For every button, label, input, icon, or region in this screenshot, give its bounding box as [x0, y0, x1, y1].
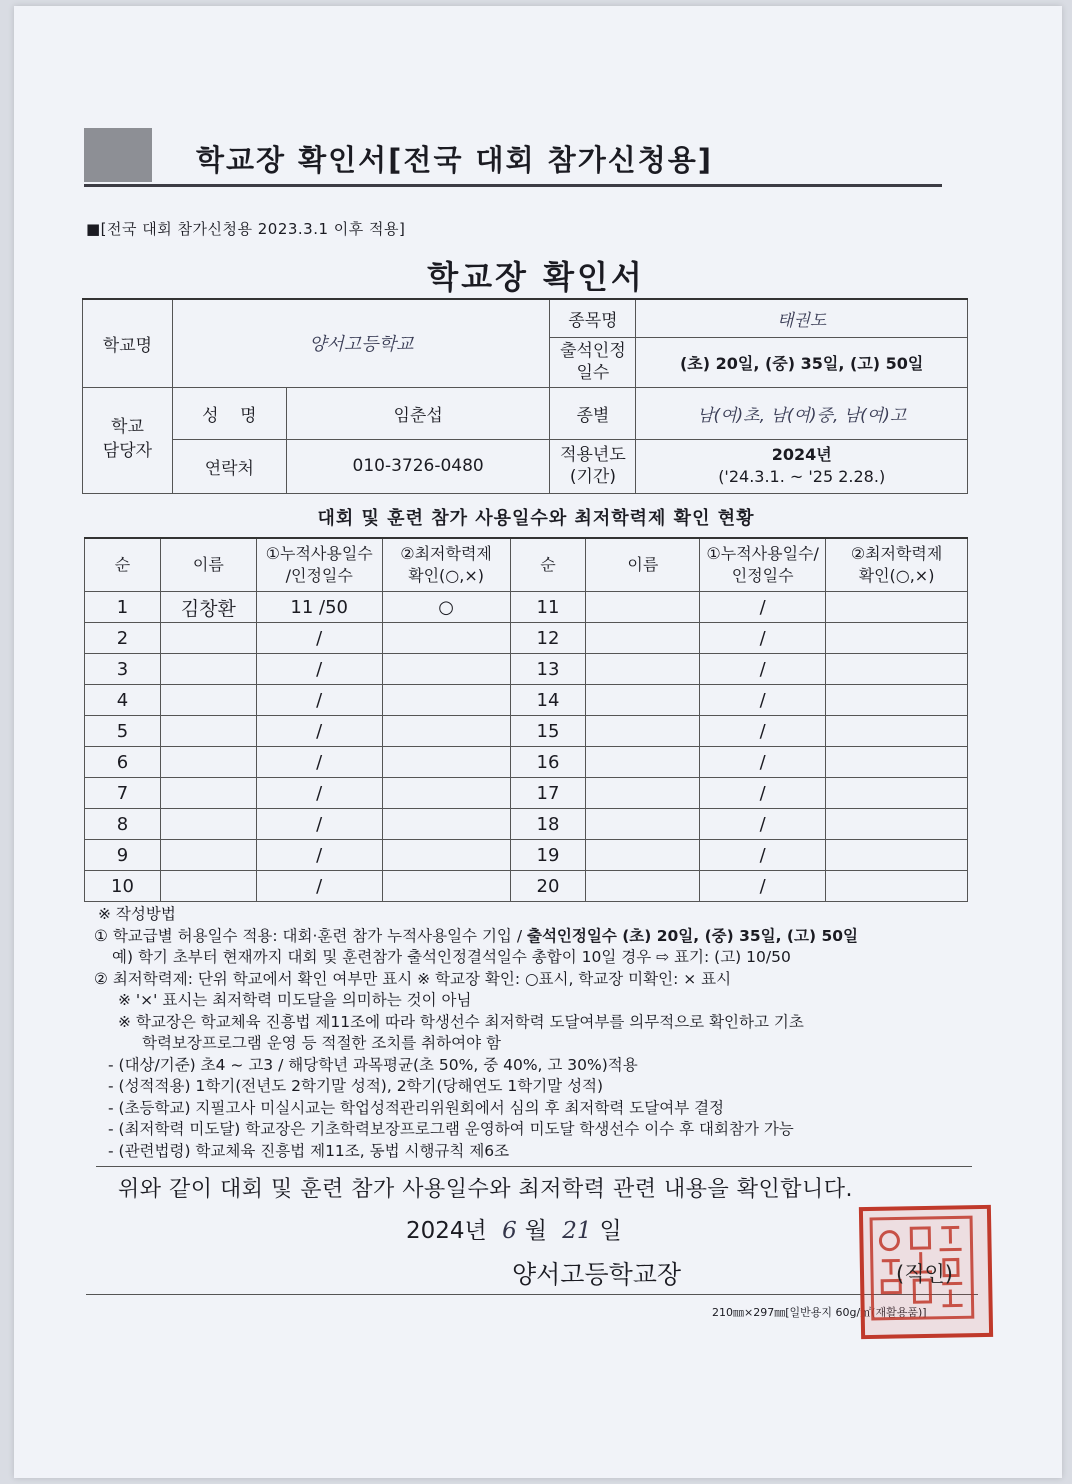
- note-1: [94, 926, 974, 948]
- row-name-right: [586, 778, 700, 809]
- row-check-right: [826, 623, 968, 654]
- row-no-right: 20: [510, 871, 586, 902]
- row-days-right: /: [700, 840, 826, 871]
- row-days: /: [256, 747, 382, 778]
- row-days: /: [256, 716, 382, 747]
- attendance-value: (초) 20일, (중) 35일, (고) 50일: [636, 337, 968, 387]
- row-check: ○: [382, 592, 510, 623]
- row-name: [160, 840, 256, 871]
- row-check: [382, 809, 510, 840]
- row-name: [160, 623, 256, 654]
- detail-4: - (최저학력 미도달) 학교장은 기초학력보장프로그램 운영하여 미도달 학생선수 이수 후 대회참가 가능: [108, 1120, 794, 1138]
- footer-line: [86, 1294, 978, 1295]
- row-no-right: 15: [510, 716, 586, 747]
- row-check-right: [826, 654, 968, 685]
- row-name: [160, 716, 256, 747]
- row-name-right: [586, 685, 700, 716]
- row-name-right: [586, 840, 700, 871]
- row-no: 7: [85, 778, 161, 809]
- col-header-check-right: ②최저학력제 확인(○,×): [826, 538, 968, 592]
- row-days: /: [256, 654, 382, 685]
- attendance-label: 출석인정 일수: [550, 337, 636, 387]
- row-days: 11 /50: [256, 592, 382, 623]
- row-no: 4: [85, 685, 161, 716]
- col-header-no-right: 순: [510, 538, 586, 592]
- date-month: 6: [502, 1218, 517, 1244]
- row-check: [382, 623, 510, 654]
- header-title: 학교장 확인서[전국 대회 참가신청용]: [196, 143, 714, 177]
- row-name: [160, 871, 256, 902]
- row-days-right: /: [700, 685, 826, 716]
- row-check: [382, 871, 510, 902]
- row-no: 2: [85, 623, 161, 654]
- row-days-right: /: [700, 747, 826, 778]
- note-2b: ※ 학교장은 학교체육 진흥법 제11조에 따라 학생선수 최저학력 도달여부를 의무적으로 확인하고 기초: [118, 1012, 804, 1031]
- contact-label: 연락처: [172, 439, 286, 493]
- school-value: 양서고등학교: [172, 299, 550, 387]
- row-no-right: 16: [510, 747, 586, 778]
- col-header-days: ①누적사용일수 /인정일수: [256, 538, 382, 592]
- row-check-right: [826, 778, 968, 809]
- row-name: [160, 685, 256, 716]
- row-check: [382, 654, 510, 685]
- row-check-right: [826, 871, 968, 902]
- document-header: [84, 124, 942, 187]
- row-name-right: [586, 747, 700, 778]
- row-days: /: [256, 809, 382, 840]
- table-row: [85, 716, 968, 747]
- period-value: ('24.3.1. ~ '25 2.28.): [718, 467, 886, 486]
- detail-2: - (성적적용) 1학기(전년도 2학기말 성적), 2학기(당해연도 1학기말 성적): [108, 1077, 604, 1095]
- row-days: /: [256, 623, 382, 654]
- gender-label: 종별: [550, 387, 636, 439]
- issue-date: [406, 1212, 622, 1245]
- note-1-text: ① 학교급별 허용일수 적용: 대회·훈련 참가 누적사용일수 기입 /: [94, 926, 527, 945]
- info-table: [82, 298, 968, 494]
- row-no-right: 18: [510, 809, 586, 840]
- col-header-name: 이름: [160, 538, 256, 592]
- table-row: [85, 840, 968, 871]
- row-no-right: 19: [510, 840, 586, 871]
- row-check-right: [826, 840, 968, 871]
- table-row: [85, 685, 968, 716]
- row-name-right: [586, 623, 700, 654]
- row-no-right: 17: [510, 778, 586, 809]
- row-days-right: /: [700, 871, 826, 902]
- row-name-right: [586, 654, 700, 685]
- row-check: [382, 840, 510, 871]
- seal-label: (직인): [896, 1262, 953, 1286]
- manager-label: 학교 담당자: [83, 387, 173, 493]
- school-label: 학교명: [83, 299, 173, 387]
- date-day: 21: [562, 1218, 592, 1244]
- row-days-right: /: [700, 809, 826, 840]
- table-row: [85, 809, 968, 840]
- row-no: 8: [85, 809, 161, 840]
- row-check-right: [826, 809, 968, 840]
- date-month-unit: 월: [524, 1218, 547, 1244]
- row-name-right: [586, 716, 700, 747]
- year-value: 2024년: [771, 445, 832, 465]
- row-days-right: /: [700, 716, 826, 747]
- section-title: 대회 및 훈련 참가 사용일수와 최저학력제 확인 현황: [317, 508, 755, 529]
- col-header-name-right: 이름: [586, 538, 700, 592]
- row-check-right: [826, 747, 968, 778]
- row-check: [382, 716, 510, 747]
- year-label: 적용년도 (기간): [550, 439, 636, 493]
- table-row: [85, 747, 968, 778]
- row-days-right: /: [700, 592, 826, 623]
- row-no: 6: [85, 747, 161, 778]
- notes-heading: ※ 작성방법: [98, 905, 176, 923]
- gender-value: 남(여)초, 남(여)중, 남(여)고: [636, 387, 968, 439]
- row-check: [382, 747, 510, 778]
- principal-title: 양서고등학교장: [512, 1260, 682, 1289]
- note-2: ② 최저학력제: 단위 학교에서 확인 여부만 표시 ※ 학교장 확인: ○표시, 학교장 미확인: × 표시: [94, 969, 732, 988]
- col-header-check: ②최저학력제 확인(○,×): [382, 538, 510, 592]
- name-value: 임춘섭: [286, 387, 550, 439]
- table-row: [85, 592, 968, 623]
- table-row: [85, 871, 968, 902]
- table-row: [85, 654, 968, 685]
- note-1-example: 예) 학기 초부터 현재까지 대회 및 훈련참가 출석인정결석일수 총합이 10일 경우 ⇨ 표기: (고) 10/50: [112, 948, 791, 966]
- row-no-right: 12: [510, 623, 586, 654]
- row-check: [382, 778, 510, 809]
- sport-label: 종목명: [550, 299, 636, 337]
- row-name: [160, 654, 256, 685]
- row-check: [382, 685, 510, 716]
- instructions: [94, 904, 974, 1162]
- row-days: /: [256, 840, 382, 871]
- note-2a: ※ '×' 표시는 최저학력 미도달을 의미하는 것이 아님: [118, 991, 472, 1009]
- row-days-right: /: [700, 778, 826, 809]
- row-no-right: 14: [510, 685, 586, 716]
- sport-value: 태권도: [636, 299, 968, 337]
- row-no: 1: [85, 592, 161, 623]
- table-row: [85, 623, 968, 654]
- contact-value: 010-3726-0480: [286, 439, 550, 493]
- row-no-right: 11: [510, 592, 586, 623]
- year-cell: [636, 439, 968, 493]
- row-check-right: [826, 685, 968, 716]
- name-label: 성 명: [172, 387, 286, 439]
- detail-3: - (초등학교) 지필고사 미실시교는 학업성적관리위원회에서 심의 후 최저학력 도달여부 결정: [108, 1098, 725, 1117]
- col-header-no: 순: [85, 538, 161, 592]
- date-year: 2024년: [406, 1218, 487, 1244]
- participant-table: [84, 537, 968, 902]
- confirmation-statement: 위와 같이 대회 및 훈련 참가 사용일수와 최저학력 관련 내용을 확인합니다.: [118, 1177, 853, 1202]
- applicability-notice: ■[전국 대회 참가신청용 2023.3.1 이후 적용]: [86, 220, 406, 238]
- row-name-right: [586, 809, 700, 840]
- row-name: [160, 747, 256, 778]
- row-days: /: [256, 685, 382, 716]
- row-days: /: [256, 871, 382, 902]
- row-no: 9: [85, 840, 161, 871]
- row-check-right: [826, 716, 968, 747]
- row-name-right: [586, 592, 700, 623]
- date-day-unit: 일: [599, 1218, 622, 1244]
- note-1-bold: 출석인정일수 (초) 20일, (중) 35일, (고) 50일: [526, 926, 859, 945]
- row-no: 10: [85, 871, 161, 902]
- row-no-right: 13: [510, 654, 586, 685]
- row-no: 5: [85, 716, 161, 747]
- row-name: [160, 809, 256, 840]
- row-days-right: /: [700, 623, 826, 654]
- row-days-right: /: [700, 654, 826, 685]
- document-title: 학교장 확인서: [427, 258, 645, 296]
- row-name: 김창환: [160, 592, 256, 623]
- row-check-right: [826, 592, 968, 623]
- paper-spec: 210㎜×297㎜[일반용지 60g/㎡(재활용품)]: [712, 1306, 927, 1319]
- col-header-days-right: ①누적사용일수/ 인정일수: [700, 538, 826, 592]
- row-name-right: [586, 871, 700, 902]
- detail-1: - (대상/기준) 초4 ~ 고3 / 해당학년 과목평균(초 50%, 중 40%, 고 30%)적용: [108, 1055, 638, 1074]
- row-name: [160, 778, 256, 809]
- divider-line: [96, 1166, 972, 1167]
- row-days: /: [256, 778, 382, 809]
- row-no: 3: [85, 654, 161, 685]
- header-grey-block: [84, 128, 152, 182]
- detail-5: - (관련법령) 학교체육 진흥법 제11조, 동법 시행규칙 제6조: [108, 1141, 510, 1160]
- table-row: [85, 778, 968, 809]
- note-2c: 학력보장프로그램 운영 등 적절한 조치를 취하여야 함: [142, 1034, 501, 1052]
